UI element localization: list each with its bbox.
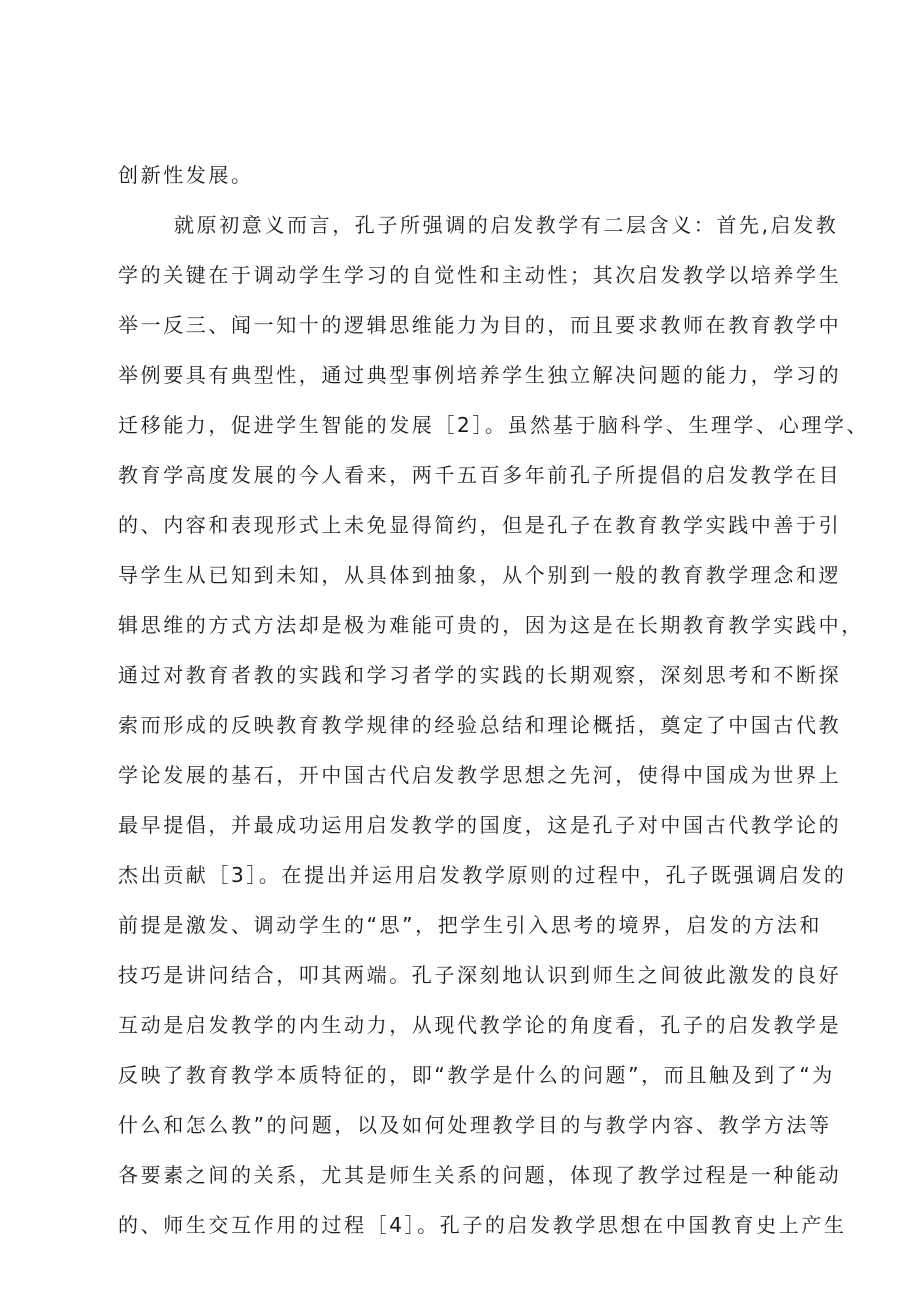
text-line: 迁移能力，促进学生智能的发展［2］。虽然基于脑科学、生理学、心理学、 [118, 413, 870, 437]
text-line: 反映了教育教学本质特征的，即“教学是什么的问题”，而且触及到了“为 [118, 1063, 835, 1087]
text-line: 学的关键在于调动学生学习的自觉性和主动性；其次启发教学以培养学生 [118, 263, 842, 287]
text-line: 各要素之间的关系，尤其是师生关系的问题，体现了教学过程是一种能动 [118, 1163, 842, 1187]
paragraph-first-line: 就原初意义而言，孔子所强调的启发教学有二层含义：首先,启发教 [174, 213, 839, 237]
text-line: 举一反三、闻一知十的逻辑思维能力为目的，而且要求教师在教育教学中 [118, 313, 842, 337]
text-line: 的、内容和表现形式上未免显得简约，但是孔子在教育教学实践中善于引 [118, 513, 842, 537]
text-line: 杰出贡献［3］。在提出并运用启发教学原则的过程中，孔子既强调启发的 [118, 863, 847, 887]
text-line: 什么和怎么教”的问题，以及如何处理教学目的与教学内容、教学方法等 [118, 1113, 832, 1137]
text-line: 辑思维的方式方法却是极为难能可贵的，因为这是在长期教育教学实践中， [118, 613, 864, 637]
text-line: 创新性发展。 [118, 163, 254, 187]
text-line: 的、师生交互作用的过程［4］。孔子的启发教学思想在中国教育史上产生 [118, 1213, 847, 1237]
text-line: 索而形成的反映教育教学规律的经验总结和理论概括，奠定了中国古代教 [118, 713, 842, 737]
text-line: 学论发展的基石，开中国古代启发教学思想之先河，使得中国成为世界上 [118, 763, 842, 787]
text-line: 互动是启发教学的内生动力，从现代教学论的角度看，孔子的启发教学是 [118, 1013, 842, 1037]
text-line: 举例要具有典型性，通过典型事例培养学生独立解决问题的能力，学习的 [118, 363, 842, 387]
text-line: 通过对教育者教的实践和学习者学的实践的长期观察，深刻思考和不断探 [118, 663, 842, 687]
text-line: 最早提倡，并最成功运用启发教学的国度，这是孔子对中国古代教学论的 [118, 813, 842, 837]
text-line: 导学生从已知到未知，从具体到抽象，从个别到一般的教育教学理念和逻 [118, 563, 842, 587]
text-line: 前提是激发、调动学生的“思”，把学生引入思考的境界，启发的方法和 [118, 913, 822, 937]
text-line: 技巧是讲问结合，叩其两端。孔子深刻地认识到师生之间彼此激发的良好 [118, 963, 842, 987]
text-line: 教育学高度发展的今人看来，两千五百多年前孔子所提倡的启发教学在目 [118, 463, 842, 487]
